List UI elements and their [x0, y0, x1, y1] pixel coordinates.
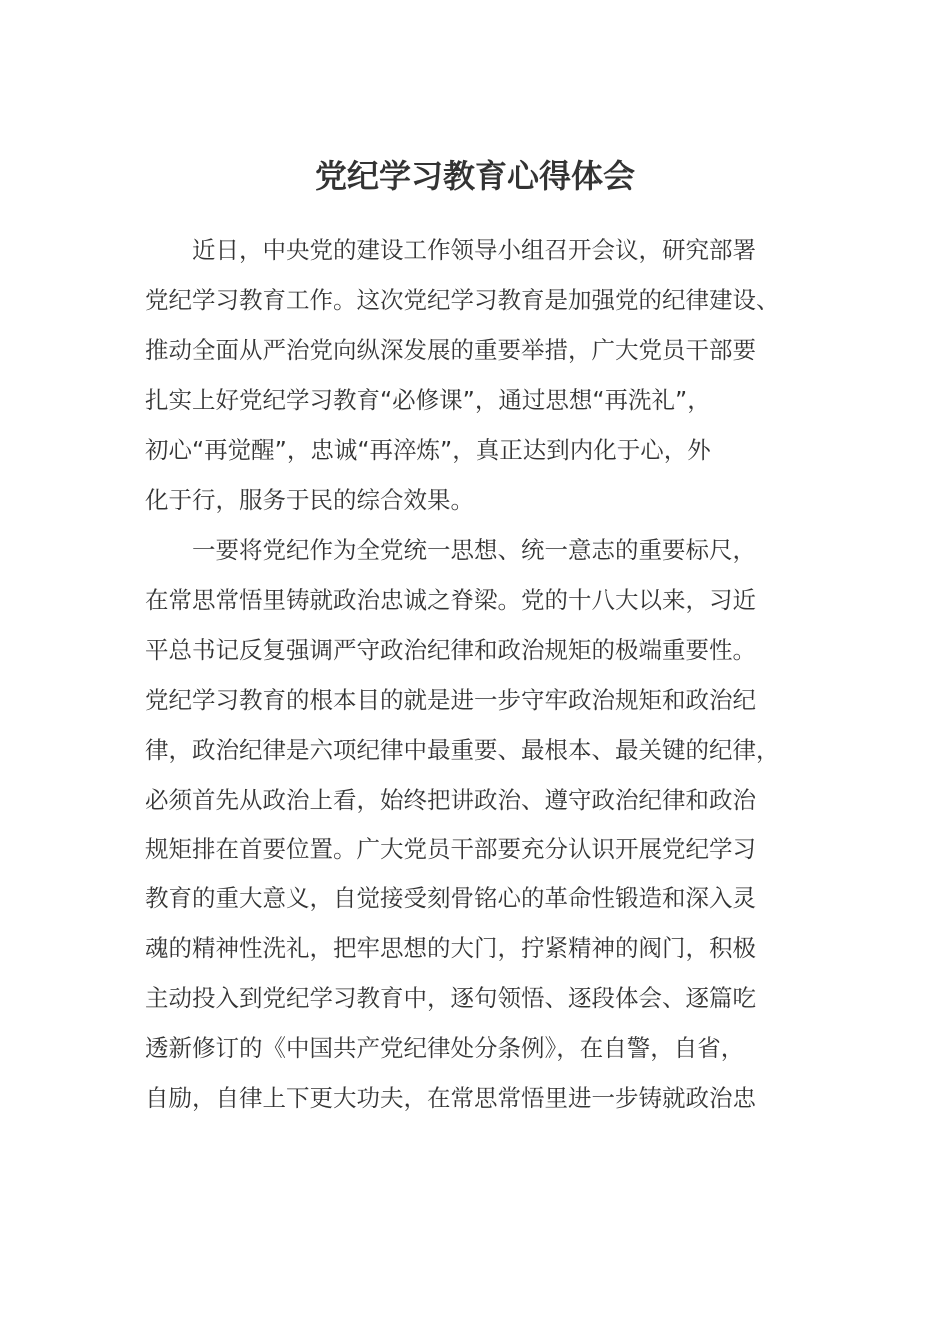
body-line: 魂的精神性洗礼，把牢思想的大门，拧紧精神的阀门，积极 — [145, 934, 756, 962]
body-line: 平总书记反复强调严守政治纪律和政治规矩的极端重要性。 — [145, 636, 756, 664]
body-line: 一要将党纪作为全党统一思想、统一意志的重要标尺， — [145, 536, 756, 564]
body-line: 党纪学习教育工作。这次党纪学习教育是加强党的纪律建设、 — [145, 286, 780, 314]
body-line: 在常思常悟里铸就政治忠诚之脊梁。党的十八大以来，习近 — [145, 586, 756, 614]
body-line: 初心“再觉醒”，忠诚“再淬炼”，真正达到内化于心，外 — [145, 436, 711, 464]
body-line: 教育的重大意义，自觉接受刻骨铭心的革命性锻造和深入灵 — [145, 884, 756, 912]
body-line: 党纪学习教育的根本目的就是进一步守牢政治规矩和政治纪 — [145, 686, 756, 714]
body-line: 必须首先从政治上看，始终把讲政治、遵守政治纪律和政治 — [145, 786, 756, 814]
body-line: 化于行，服务于民的综合效果。 — [145, 486, 474, 514]
body-line: 透新修订的《中国共产党纪律处分条例》，在自警，自省， — [145, 1034, 745, 1062]
body-line: 扎实上好党纪学习教育“必修课”，通过思想“再洗礼”， — [145, 386, 711, 414]
body-line: 主动投入到党纪学习教育中，逐句领悟、逐段体会、逐篇吃 — [145, 984, 756, 1012]
body-line: 自励，自律上下更大功夫，在常思常悟里进一步铸就政治忠 — [145, 1084, 756, 1112]
document-title: 党纪学习教育心得体会 — [314, 157, 635, 195]
body-line: 规矩排在首要位置。广大党员干部要充分认识开展党纪学习 — [145, 835, 756, 863]
body-line: 近日，中央党的建设工作领导小组召开会议，研究部署 — [145, 236, 756, 264]
body-line: 推动全面从严治党向纵深发展的重要举措，广大党员干部要 — [145, 336, 756, 364]
body-line: 律，政治纪律是六项纪律中最重要、最根本、最关键的纪律， — [145, 736, 780, 764]
